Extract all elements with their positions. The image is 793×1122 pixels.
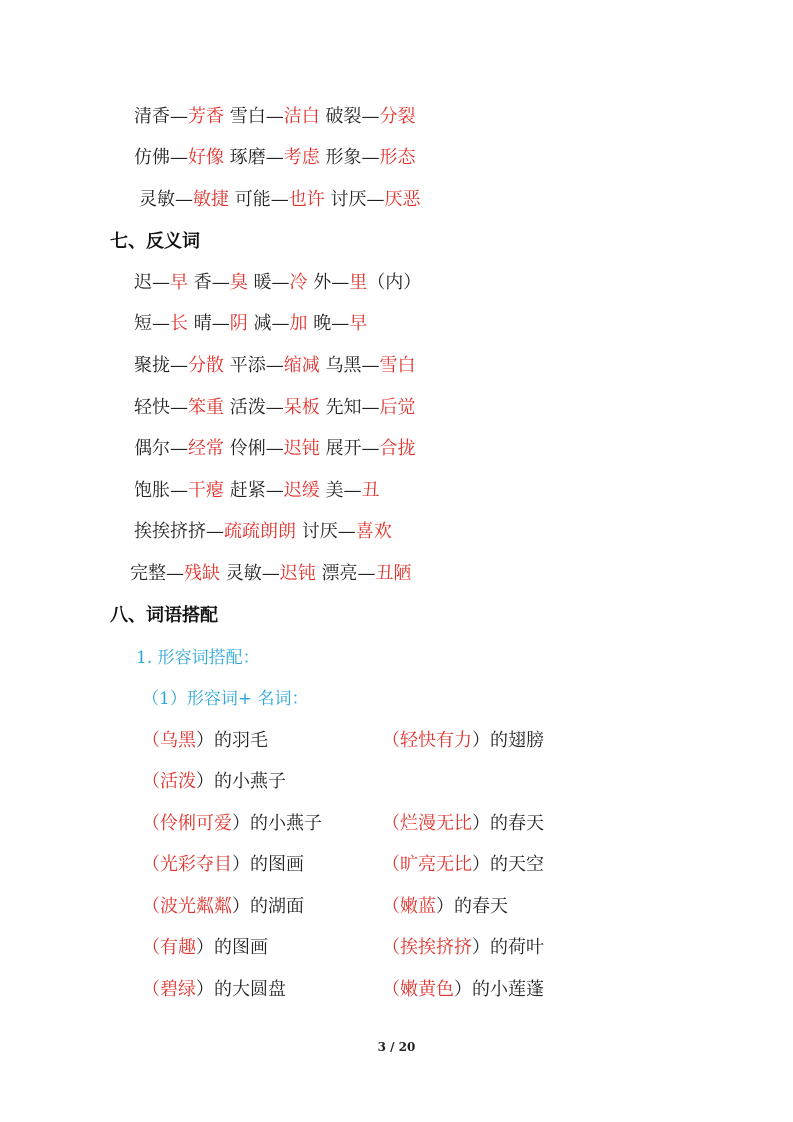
- antonym-row-8: 完整—残缺 灵敏—迟钝 漂亮—丑陋: [130, 563, 412, 584]
- answer: 臭: [229, 272, 248, 293]
- answer: 分裂: [379, 106, 416, 127]
- synonym-row-3: 灵敏—敏捷 可能—也许 讨厌—厌恶: [139, 189, 421, 210]
- answer: 嫩黄色: [400, 979, 454, 1000]
- synonym-row-1: 清香—芳香 雪白—洁白 破裂—分裂: [134, 106, 416, 127]
- answer: 芳香: [188, 106, 224, 127]
- answer: 笨重: [188, 397, 224, 418]
- answer: 有趣: [160, 937, 196, 958]
- answer: 波光粼粼: [160, 896, 232, 917]
- collocation-item: （挨挨挤挤）的荷叶: [382, 937, 544, 958]
- collocation-item: （有趣）的图画: [142, 937, 268, 958]
- answer: 呆板: [283, 397, 320, 418]
- answer: 早: [349, 313, 368, 334]
- answer: 早: [170, 272, 188, 293]
- antonym-row-3: 聚拢—分散 平添—缩减 乌黑—雪白: [134, 355, 416, 376]
- answer: 乌黑: [160, 730, 196, 751]
- answer: 分散: [188, 355, 224, 376]
- collocation-item: （伶俐可爱）的小燕子: [142, 813, 322, 834]
- answer: 轻快有力: [400, 730, 472, 751]
- answer: 洁白: [283, 106, 320, 127]
- collocation-item: （轻快有力）的翅膀: [382, 730, 544, 751]
- collocation-item: （活泼）的小燕子: [142, 771, 286, 792]
- answer: 合拢: [379, 438, 416, 459]
- answer: 加: [289, 313, 308, 334]
- answer: 光彩夺目: [160, 854, 232, 875]
- answer: 里: [349, 272, 368, 293]
- antonym-row-6: 饱胀—干瘪 赶紧—迟缓 美—丑: [134, 480, 380, 501]
- answer: 挨挨挤挤: [400, 937, 472, 958]
- collocation-item: （嫩黄色）的小莲蓬: [382, 979, 544, 1000]
- answer: 烂漫无比: [400, 813, 472, 834]
- answer: 丑: [361, 480, 380, 501]
- answer: 后觉: [379, 397, 416, 418]
- subheading-adjective-collocation: 1. 形容词搭配：: [136, 648, 260, 668]
- answer: 经常: [188, 438, 224, 459]
- answer: 丑陋: [375, 563, 412, 584]
- collocation-item: （嫩蓝）的春天: [382, 896, 508, 917]
- answer: 敏捷: [193, 189, 229, 210]
- answer: 旷亮无比: [400, 854, 472, 875]
- antonym-row-1: 迟—早 香—臭 暖—冷 外—里（内）: [134, 272, 422, 293]
- answer: 喜欢: [355, 521, 392, 542]
- collocation-item: （波光粼粼）的湖面: [142, 896, 304, 917]
- answer: 碧绿: [160, 979, 196, 1000]
- collocation-item: （烂漫无比）的春天: [382, 813, 544, 834]
- answer: 嫩蓝: [400, 896, 436, 917]
- answer: 好像: [188, 147, 224, 168]
- answer: 活泼: [160, 771, 196, 792]
- answer: 迟钝: [279, 563, 316, 584]
- collocation-item: （旷亮无比）的天空: [382, 854, 544, 875]
- antonym-row-2: 短—长 晴—阴 减—加 晚—早: [134, 313, 368, 334]
- answer: 缩减: [283, 355, 320, 376]
- section-heading-antonyms: 七、反义词: [110, 231, 200, 252]
- answer: 残缺: [184, 563, 220, 584]
- answer: 疏疏朗朗: [224, 521, 296, 542]
- answer: 厌恶: [384, 189, 421, 210]
- answer: 迟钝: [283, 438, 320, 459]
- antonym-row-5: 偶尔—经常 伶俐—迟钝 展开—合拢: [134, 438, 416, 459]
- synonym-row-2: 仿佛—好像 琢磨—考虑 形象—形态: [134, 147, 416, 168]
- section-heading-collocation: 八、词语搭配: [110, 605, 218, 626]
- antonym-row-4: 轻快—笨重 活泼—呆板 先知—后觉: [134, 397, 416, 418]
- answer: 考虑: [283, 147, 320, 168]
- page-number: 3 / 20: [377, 1040, 416, 1054]
- answer: 也许: [288, 189, 325, 210]
- subheading-adjective-noun: （1）形容词+ 名词：: [142, 689, 309, 709]
- collocation-item: （光彩夺目）的图画: [142, 854, 304, 875]
- answer: 雪白: [379, 355, 416, 376]
- answer: 干瘪: [188, 480, 224, 501]
- collocation-item: （乌黑）的羽毛: [142, 730, 268, 751]
- answer: 冷: [289, 272, 308, 293]
- collocation-item: （碧绿）的大圆盘: [142, 979, 286, 1000]
- answer: 迟缓: [283, 480, 320, 501]
- answer: 阴: [229, 313, 248, 334]
- answer: 伶俐可爱: [160, 813, 232, 834]
- answer: 形态: [379, 147, 416, 168]
- answer: 长: [170, 313, 188, 334]
- antonym-row-7: 挨挨挤挤—疏疏朗朗 讨厌—喜欢: [134, 521, 392, 542]
